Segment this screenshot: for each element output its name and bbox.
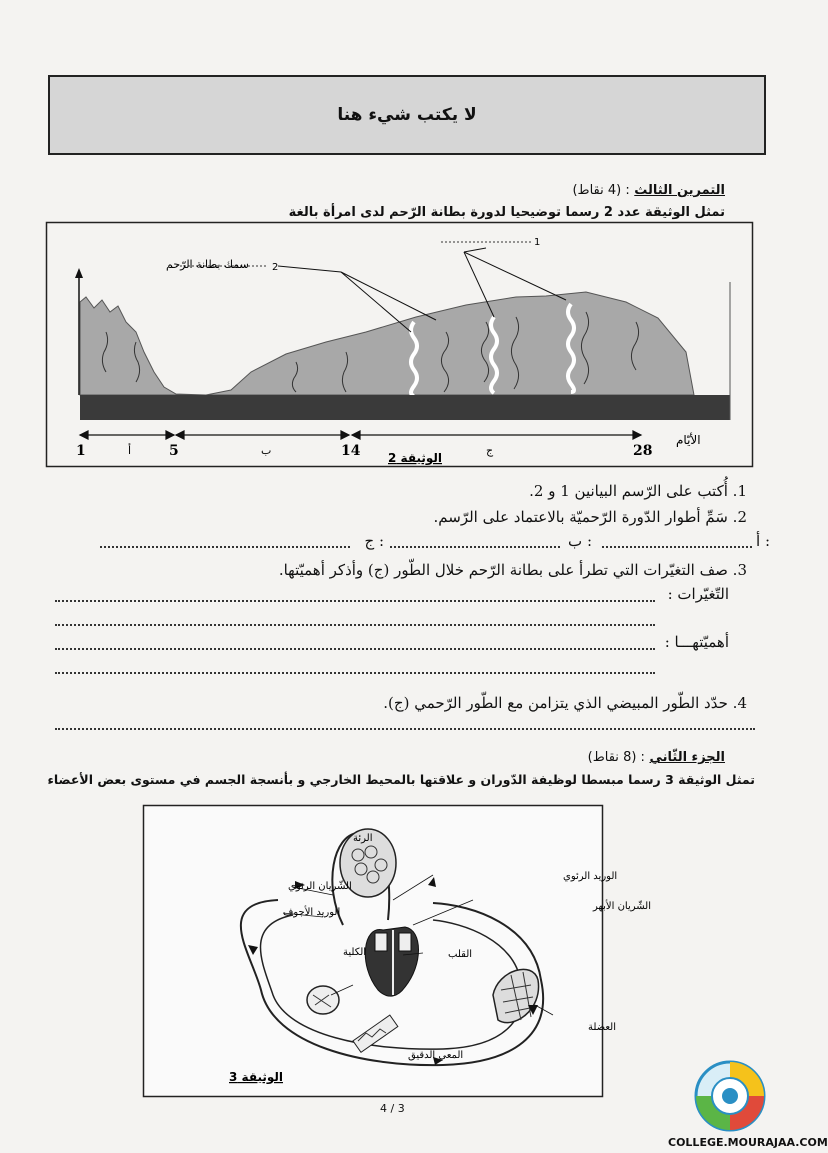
answer-b-field[interactable]	[390, 546, 560, 548]
question-4-text: حدّد الطّور المبيضي الذي يتزامن مع الطّور الرّحمي (ج).	[383, 694, 728, 712]
part2-title: الجزء الثّاني	[649, 750, 725, 765]
do-not-write-text: لا يكتب شيء هنا	[337, 105, 477, 125]
pulmonary-vein-label: الوريد الرئوي	[563, 871, 618, 882]
exercise3-heading	[325, 183, 725, 198]
day-tick-1: 1	[76, 443, 86, 459]
answer-c-label: ج :	[364, 532, 384, 550]
answer-a-label: أ :	[756, 532, 770, 550]
phase-c: ج	[486, 444, 494, 457]
changes-label: التّغيّرات :	[667, 585, 729, 603]
importance-line-2[interactable]	[55, 672, 655, 674]
label-1: 1	[534, 237, 541, 248]
document2-caption: الوثيقة 2	[388, 451, 442, 465]
yaxis-label: سمك بطانة الرّحم	[166, 258, 249, 271]
do-not-write-box	[48, 75, 766, 155]
exercise3-intro: تمثل الوثيقة عدد 2 رسما توضيحيا لدورة بطانة الرّحم لدى امرأة بالغة	[288, 205, 725, 220]
day-tick-28: 28	[633, 443, 653, 459]
exercise3-title: التمرين الثالث	[634, 183, 725, 198]
changes-line-2[interactable]	[55, 624, 655, 626]
day-tick-14: 14	[341, 443, 361, 459]
question-2	[47, 508, 747, 526]
xaxis-label: الأيّام	[676, 433, 701, 447]
question-1-text: أُكتب على الرّسم البيانين 1 و 2.	[529, 482, 728, 500]
intestine-label: المعي الدقيق	[408, 1050, 464, 1061]
phase-b: ب	[261, 444, 272, 457]
question-4-num: 4.	[732, 694, 747, 712]
muscle-label: العضلة	[588, 1022, 616, 1033]
question-2-answers	[90, 532, 770, 552]
part2-points: : (8 نقاط)	[587, 750, 645, 765]
importance-line-1[interactable]	[55, 648, 655, 650]
endometrium-tissue	[80, 292, 694, 395]
question-4-line[interactable]	[55, 728, 755, 730]
question-3	[47, 561, 747, 579]
page-number: 4 / 3	[380, 1102, 405, 1115]
vena-cava-label: الوريد الأجوف	[283, 907, 341, 918]
question-2-text: سَمِّ أطوار الدّورة الرّحميّة بالاعتماد على الرّسم.	[433, 508, 728, 526]
site-url[interactable]: COLLEGE.MOURAJAA.COM	[668, 1136, 828, 1149]
changes-line-1[interactable]	[55, 600, 655, 602]
document3-figure	[143, 805, 652, 1097]
label-2: 2	[272, 262, 279, 273]
answer-a-field[interactable]	[602, 546, 752, 548]
answer-c-field[interactable]	[100, 546, 350, 548]
kidney	[307, 986, 339, 1014]
myometrium-base	[80, 395, 730, 420]
answer-b-label: ب :	[568, 532, 592, 550]
exercise3-points: : (4 نقاط)	[572, 183, 630, 198]
question-1	[47, 482, 747, 500]
day-tick-5: 5	[169, 443, 179, 459]
question-1-num: 1.	[732, 482, 747, 500]
question-4	[47, 694, 747, 712]
importance-label: أهميّتهـــا :	[664, 633, 729, 651]
heart-label: القلب	[448, 949, 473, 960]
question-3-num: 3.	[732, 561, 747, 579]
document3-caption: الوثيقة 3	[229, 1070, 283, 1084]
part2-intro: تمثل الوثيقة 3 رسما مبسطا لوظيفة الدّوران و علاقتها بالمحيط الخارجي و بأنسجة الجسم في مستوى بعض الأعضاء	[47, 772, 755, 787]
document2-figure	[46, 222, 753, 467]
phase-arrows	[80, 431, 641, 439]
lung-label: الرئة	[353, 833, 373, 844]
phase-a: أ	[128, 444, 132, 457]
pulmonary-artery-label: الشّريان الرئوي	[288, 881, 352, 892]
part2-heading	[325, 750, 725, 765]
site-logo	[694, 1060, 766, 1132]
question-2-num: 2.	[732, 508, 747, 526]
aorta-label: الشّريان الأبهر	[593, 901, 652, 912]
question-3-text: صف التغيّرات التي تطرأ على بطانة الرّحم خلال الطّور (ج) وأذكر أهميّتها.	[278, 561, 728, 579]
kidney-label: الكلية	[343, 947, 367, 958]
